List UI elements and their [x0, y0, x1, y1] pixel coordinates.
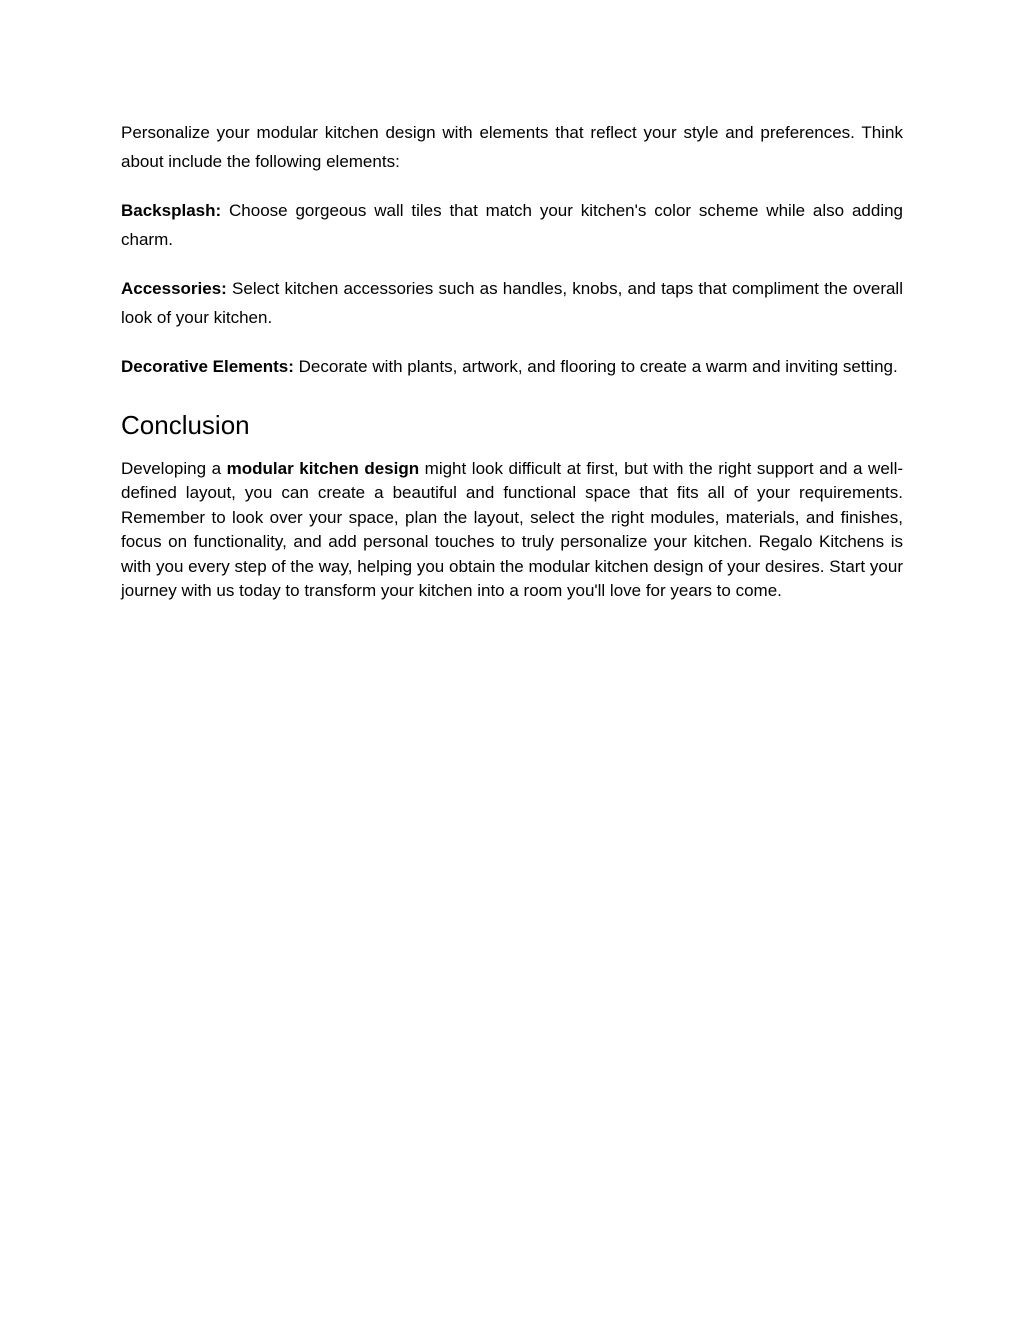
conclusion-bold-phrase: modular kitchen design: [226, 459, 420, 478]
accessories-text: Select kitchen accessories such as handles, knobs, and taps that compliment the overall look of your kitchen.: [121, 279, 903, 327]
accessories-paragraph: [121, 274, 903, 332]
accessories-label: Accessories:: [121, 279, 227, 298]
conclusion-paragraph: [121, 457, 903, 603]
decorative-elements-label: Decorative Elements:: [121, 357, 294, 376]
intro-paragraph: Personalize your modular kitchen design with elements that reflect your style and preferences. Think about include the following elements:: [121, 123, 903, 171]
decorative-elements-paragraph: [121, 352, 903, 381]
conclusion-text-before: Developing a: [121, 459, 227, 478]
backsplash-paragraph: [121, 196, 903, 254]
backsplash-text: Choose gorgeous wall tiles that match your kitchen's color scheme while also adding charm.: [121, 201, 903, 249]
backsplash-label: Backsplash:: [121, 201, 222, 220]
document-page: [121, 118, 903, 623]
conclusion-heading: Conclusion: [121, 410, 250, 440]
decorative-elements-text: Decorate with plants, artwork, and flooring to create a warm and inviting setting.: [293, 357, 898, 376]
conclusion-text-after: might look difficult at first, but with the right support and a well-defined layout, you can create a beautiful and functional space that fits all of your requirements. Remember to look over your space, plan the layout, select the right modules, materials, and finishes, focus on functionality, and add personal touches to truly personalize your kitchen. Regalo Kitchens is with you every step of the way, helping you obtain the modular kitchen design of your desires. Start your journey with us today to transform your kitchen into a room you'll love for years to come.: [121, 459, 904, 601]
